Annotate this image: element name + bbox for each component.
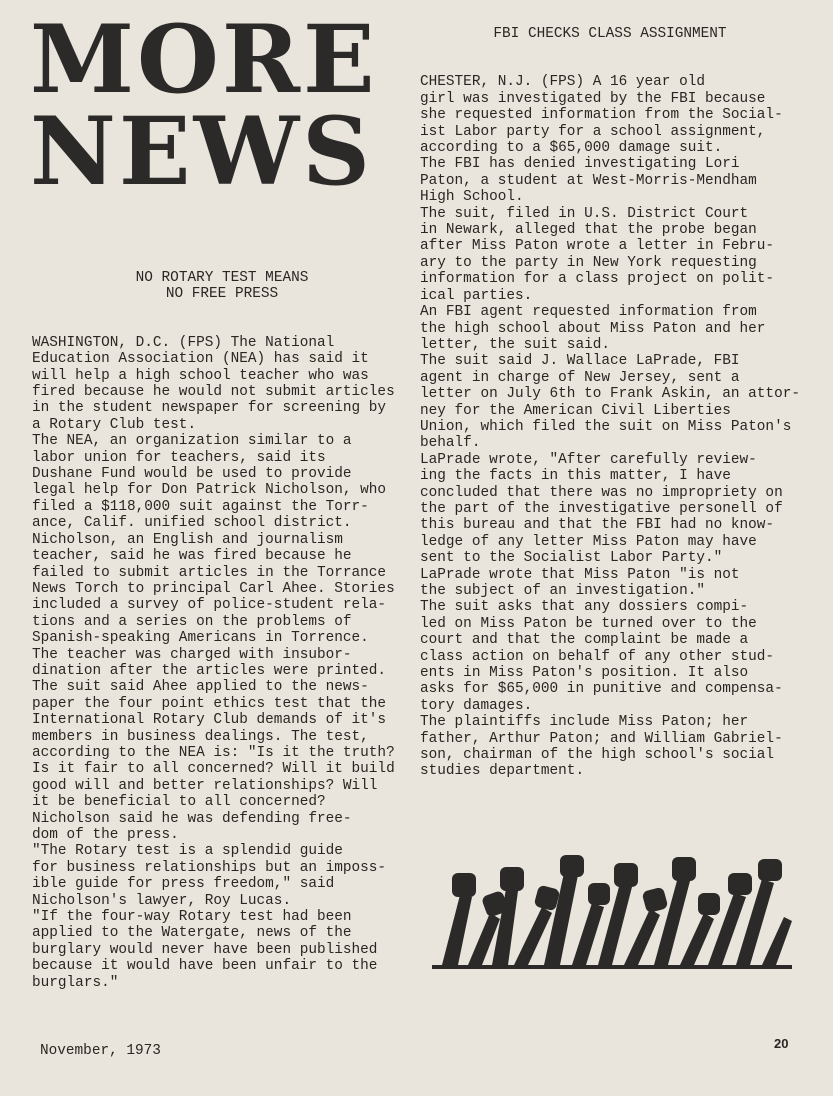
masthead-line-1: MORE bbox=[30, 5, 378, 115]
article-paragraph: The teacher was charged with insubor- dination after the articles were printed. bbox=[32, 646, 387, 679]
article-paragraph: The NEA, an organization similar to a labor union for teachers, said its Dushane Fund would be used to provide legal help for Don Patrick Nicholson, who filed a $118,000 suit against the Torr- ance, Calif. unified school district. bbox=[32, 433, 387, 532]
article-paragraph: LaPrade wrote, "After carefully review- ing the facts in this matter, I have concluded that there was no impropriety on the part of the investigative personell of this bureau and that the FBI had no know- ledge of any letter Miss Paton may have sent to the Socialist Labor Party." bbox=[420, 451, 783, 567]
article-paragraph: WASHINGTON, D.C. (FPS) The National Education Association (NEA) has said it will help a high school teacher who was fired because he would not submit articles in the student newspaper for screening by a Rotary Club test. bbox=[32, 334, 395, 433]
article-paragraph: CHESTER, N.J. (FPS) A 16 year old girl was investigated by the FBI because she requested information from the Social- ist Labor party for a school assignment, according to a $65,000 damage suit. bbox=[420, 74, 783, 157]
article-paragraph: An FBI agent requested information from the high school about Miss Paton and her letter, the suit said. bbox=[420, 304, 766, 353]
article-paragraph: The suit said J. Wallace LaPrade, FBI agent in charge of New Jersey, sent a letter on July 6th to Frank Askin, an attor- ney for the American Civil Liberties Union, which filed the suit on Miss Paton's behalf. bbox=[420, 353, 800, 452]
article-paragraph: The plaintiffs include Miss Paton; her father, Arthur Paton; and William Gabriel- son, chairman of the high school's social studies department. bbox=[420, 714, 783, 780]
article-paragraph: LaPrade wrote that Miss Paton "is not the subject of an investigation." bbox=[420, 566, 740, 599]
article-paragraph: The suit said Ahee applied to the news- paper the four point ethics test that the International Rotary Club demands of it's members in business dealings. The test, according to the NEA is: "Is it the truth? Is it fair to all concerned? Will it build good will and better relationships? Will it be beneficial to all concerned? bbox=[32, 679, 395, 811]
left-article bbox=[32, 270, 412, 991]
raised-fists-icon bbox=[432, 853, 792, 973]
masthead-line-2: NEWS bbox=[30, 97, 374, 207]
right-article-headline: FBI CHECKS CLASS ASSIGNMENT bbox=[493, 26, 727, 42]
article-paragraph: Nicholson, an English and journalism teacher, said he was fired because he failed to submit articles in the Torrance News Torch to principal Carl Ahee. Stories included a survey of police-student rela- tions and a series on the problems of Spanish-speaking Americans in Torrence. bbox=[32, 531, 395, 647]
left-article-headline: NO ROTARY TEST MEANS NO FREE PRESS bbox=[135, 270, 309, 303]
article-paragraph: The FBI has denied investigating Lori Paton, a student at West-Morris-Mendham High School. bbox=[420, 156, 757, 206]
masthead-title bbox=[30, 5, 378, 207]
article-paragraph: "The Rotary test is a splendid guide for business relationships but an imposs- ible guide for press freedom," said Nicholson's lawyer, Roy Lucas. bbox=[32, 843, 387, 909]
article-paragraph: Nicholson said he was defending free- dom of the press. bbox=[32, 810, 352, 843]
article-paragraph: The suit, filed in U.S. District Court in Newark, alleged that the probe began after Miss Paton wrote a letter in Febru- ary to the party in New York requesting information for a class project on polit- ical parties. bbox=[420, 205, 775, 304]
issue-date: November, 1973 bbox=[40, 1043, 161, 1059]
page-number: 20 bbox=[774, 1036, 789, 1051]
article-paragraph: "If the four-way Rotary test had been applied to the Watergate, news of the burglary would never have been published because it would have been unfair to the burglars." bbox=[32, 909, 378, 991]
right-article bbox=[420, 26, 800, 780]
article-paragraph: The suit asks that any dossiers compi- led on Miss Paton be turned over to the court and that the complaint be made a class action on behalf of any other stud- ents in Miss Paton's position. It also asks for $65,000 in punitive and compensa- tory damages. bbox=[420, 599, 783, 714]
